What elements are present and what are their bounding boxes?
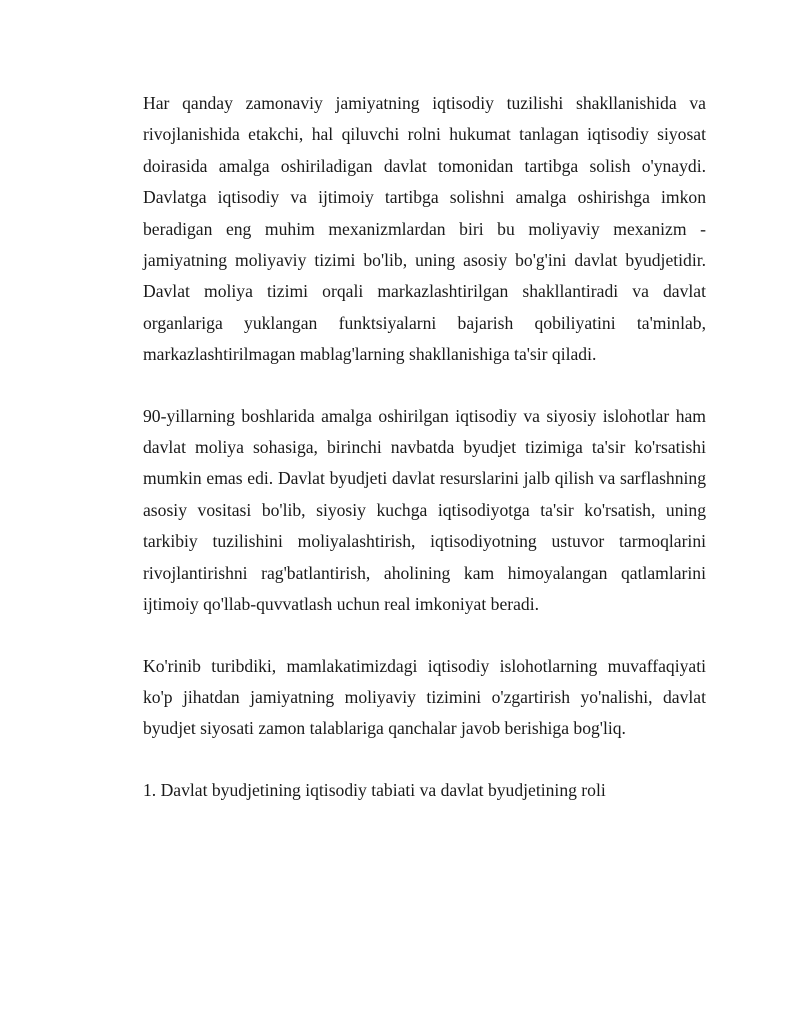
document-body xyxy=(143,88,706,806)
paragraph-1: Har qanday zamonaviy jamiyatning iqtisodiy tuzilishi shakllanishida va rivojlanishida etakchi, hal qiluvchi rolni hukumat tanlagan iqtisodiy siyosat doirasida amalga oshiriladigan davlat tomonidan tartibga solish o'ynaydi. Davlatga iqtisodiy va ijtimoiy tartibga solishni amalga oshirishga imkon beradigan eng muhim mexanizmlardan biri bu moliyaviy mexanizm - jamiyatning moliyaviy tizimi bo'lib, uning asosiy bo'g'ini davlat byudjetidir. Davlat moliya tizimi orqali markazlashtirilgan shakllantiradi va davlat organlariga yuklangan funktsiyalarni bajarish qobiliyatini ta'minlab, markazlashtirilmagan mablag'larning shakllanishiga ta'sir qiladi. xyxy=(143,93,706,365)
paragraph-3: Ko'rinib turibdiki, mamlakatimizdagi iqtisodiy islohotlarning muvaffaqiyati ko'p jihatdan jamiyatning moliyaviy tizimini o'zgartirish yo'nalishi, davlat byudjet siyosati zamon talablariga qanchalar javob berishiga bog'liq. xyxy=(143,655,706,739)
paragraph-2: 90-yillarning boshlarida amalga oshirilgan iqtisodiy va siyosiy islohotlar ham davlat moliya sohasiga, birinchi navbatda byudjet tizimiga ta'sir ko'rsatishi mumkin emas edi. Davlat byudjeti davlat resurslarini jalb qilish va sarflashning asosiy vositasi bo'lib, siyosiy kuchga iqtisodiyotga ta'sir ko'rsatish, uning tarkibiy tuzilishini moliyalashtirish, iqtisodiyotning ustuvor tarmoqlarini rivojlantirishni rag'batlantirish, aholining kam himoyalangan qatlamlarini ijtimoiy qo'llab-quvvatlash uchun real imkoniyat beradi. xyxy=(143,405,706,615)
section-heading: 1. Davlat byudjetining iqtisodiy tabiati va davlat byudjetining roli xyxy=(143,779,606,800)
